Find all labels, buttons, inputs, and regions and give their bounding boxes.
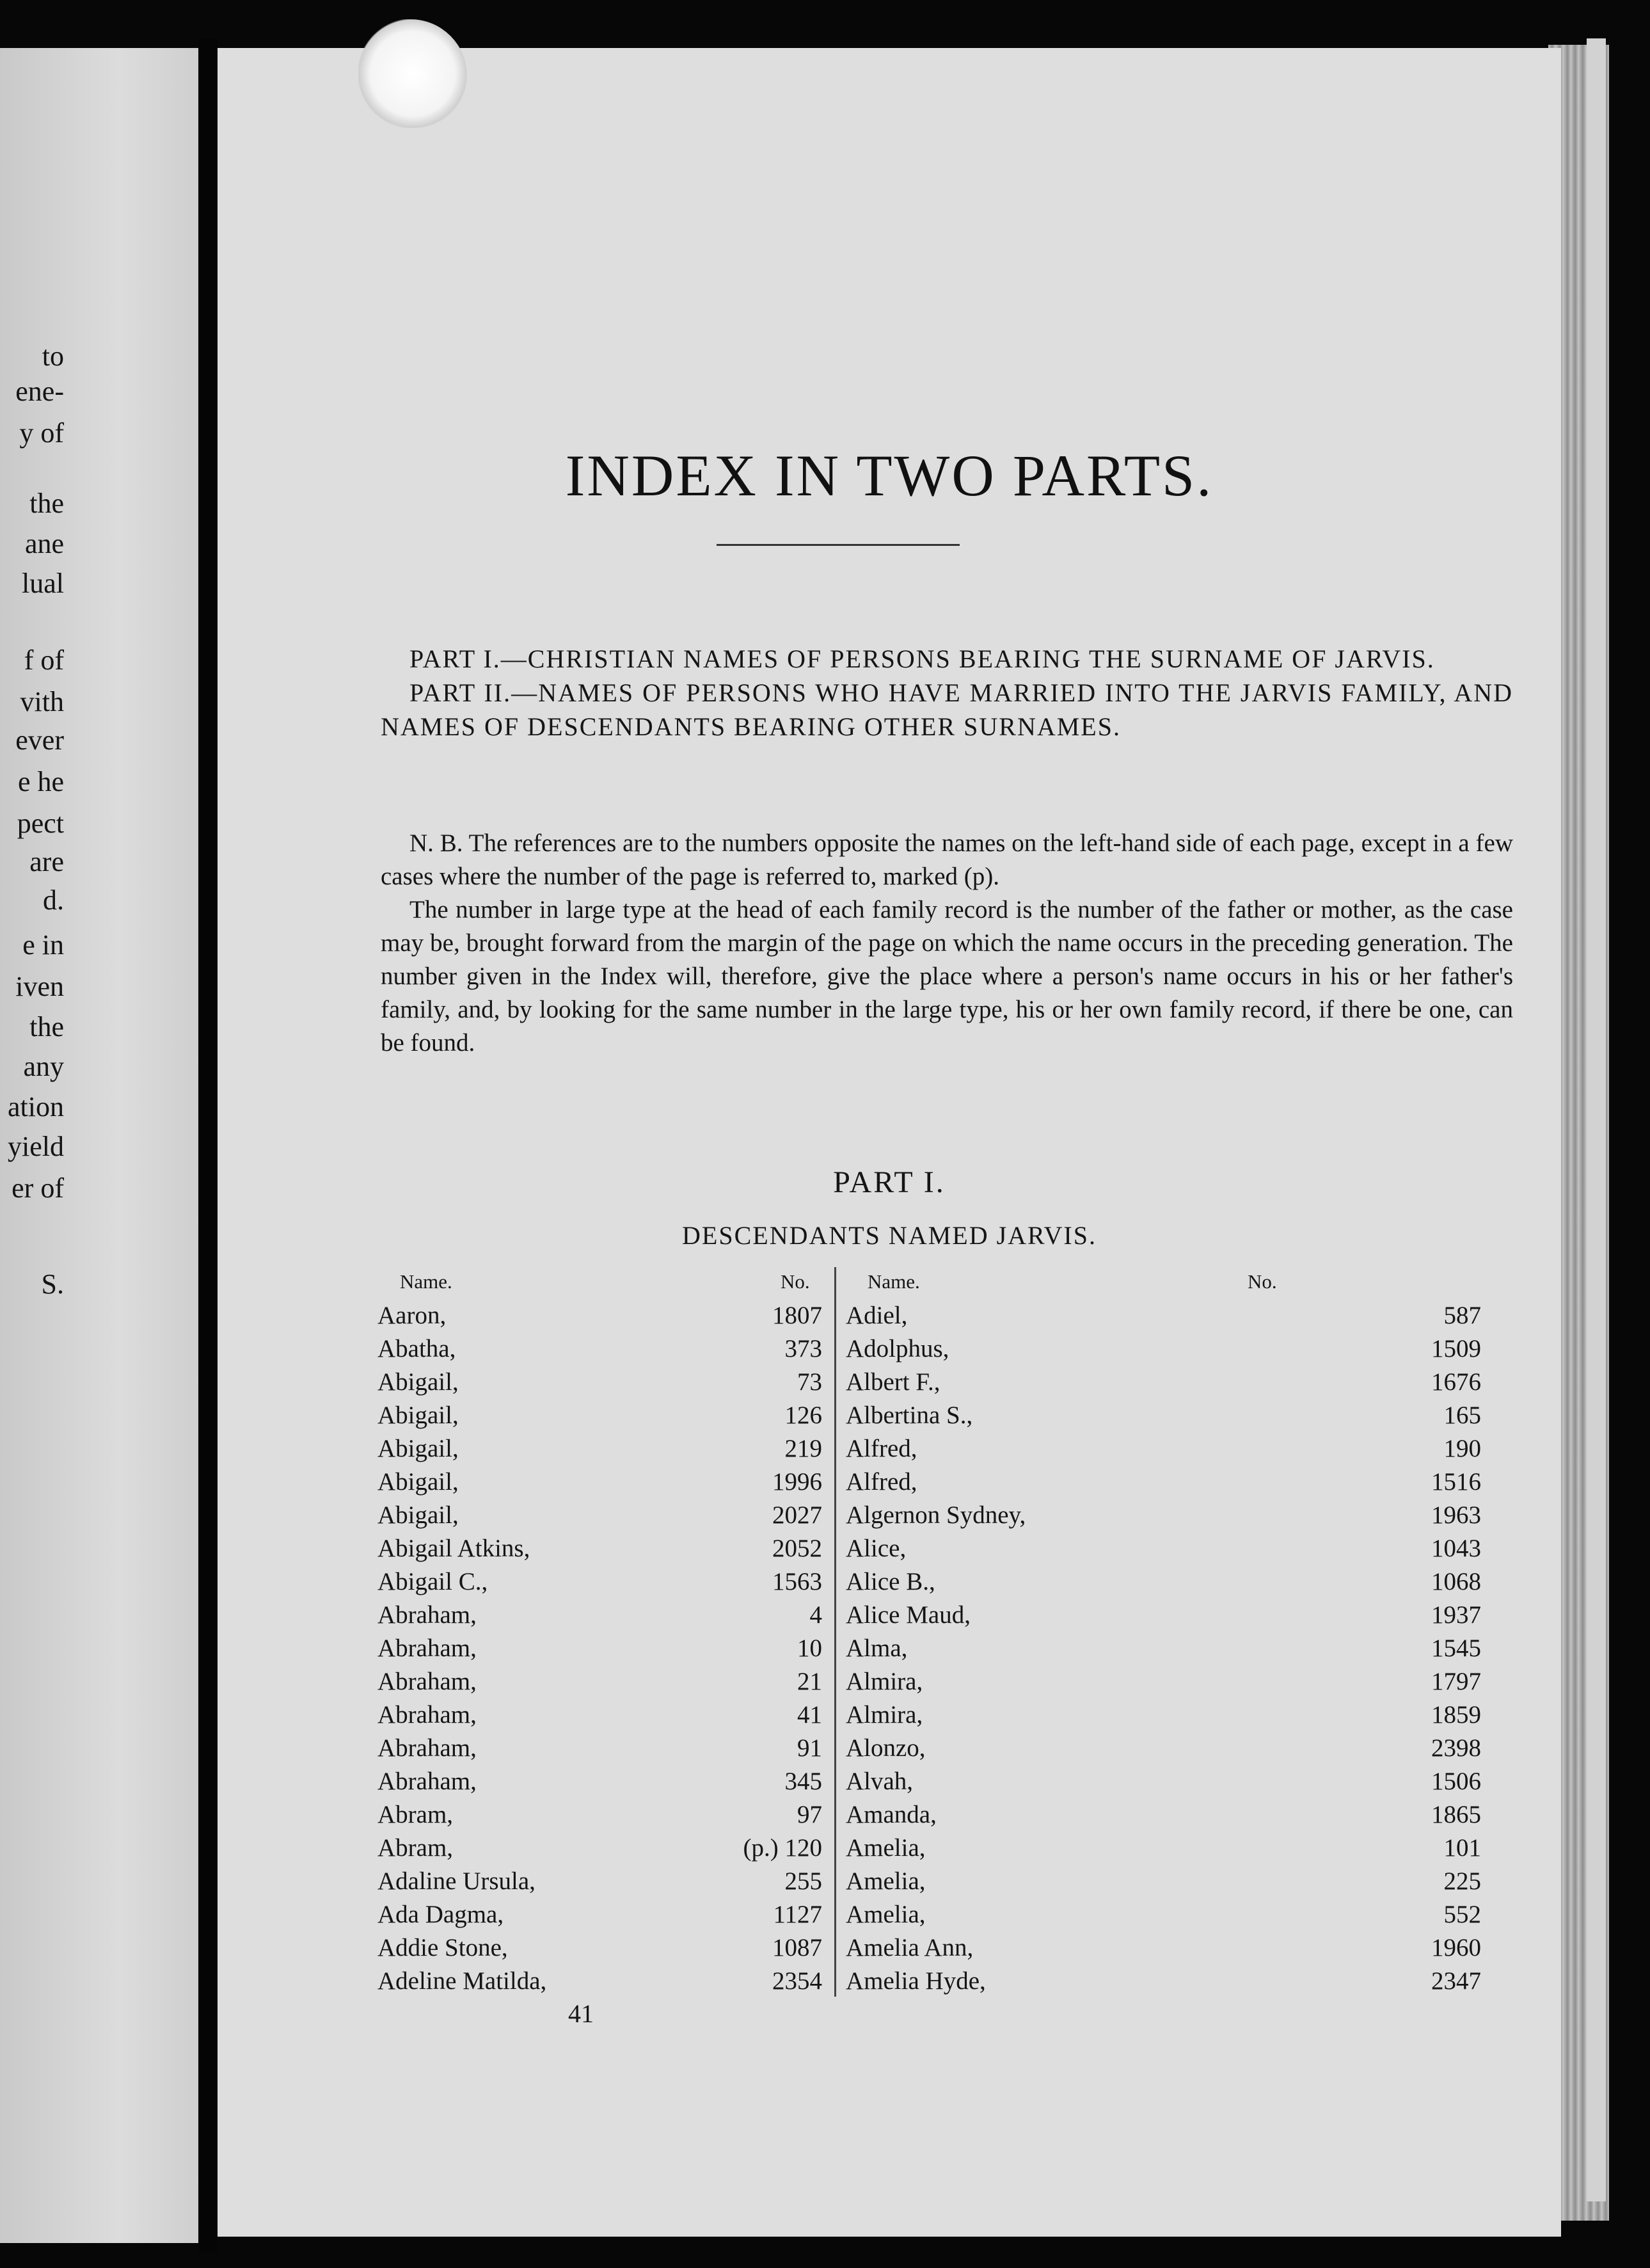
paper-blot <box>358 19 467 128</box>
entry-name: Alice Maud, <box>846 1601 971 1629</box>
index-entry <box>218 1599 1561 1632</box>
index-entry <box>218 1965 1561 1998</box>
entry-name: Abigail, <box>377 1368 459 1396</box>
entry-number: 1963 <box>1431 1501 1481 1529</box>
entry-name: Abraham, <box>377 1768 477 1795</box>
entry-name: Alonzo, <box>846 1734 926 1762</box>
note-paragraph-explanation: The number in large type at the head of each family record is the number of the father or mother, as the case may be, brought forward from the margin of the page on which the name occurs in the preceding generation. The number given in the Index will, therefore, give the place where a person's name occurs in his or her father's family, and, by looking for the same number in the large type, his or her own family record, if there be one, can be found. <box>381 896 1513 1057</box>
entry-number: 2052 <box>772 1535 822 1562</box>
facing-page-fragment: lual <box>22 568 64 599</box>
entry-name: Adaline Ursula, <box>377 1867 535 1895</box>
part-one-description: PART I.—CHRISTIAN NAMES OF PERSONS BEARING THE SURNAME OF JARVIS. <box>409 644 1435 673</box>
entry-name: Alice, <box>846 1535 907 1562</box>
index-entry <box>218 1798 1561 1832</box>
entry-number: 1676 <box>1431 1368 1481 1396</box>
entry-name: Abraham, <box>377 1701 477 1729</box>
entry-number: 373 <box>784 1335 822 1362</box>
facing-page-fragment: the <box>29 1011 64 1042</box>
entry-name: Amelia, <box>846 1867 926 1895</box>
entry-number: 21 <box>797 1668 822 1695</box>
index-entry <box>218 1465 1561 1499</box>
index-entry <box>218 1399 1561 1432</box>
entry-name: Alfred, <box>846 1435 917 1462</box>
entry-number: 1865 <box>1431 1801 1481 1828</box>
entry-number: 73 <box>797 1368 822 1396</box>
entry-name: Abraham, <box>377 1634 477 1662</box>
index-entry <box>218 1865 1561 1898</box>
entry-number: 2347 <box>1431 1967 1481 1995</box>
entry-number: 552 <box>1443 1901 1481 1928</box>
left-name-header: Name. <box>400 1270 452 1293</box>
index-entry <box>218 1332 1561 1366</box>
facing-page-fragment: e in <box>22 929 64 961</box>
part-heading: PART I. <box>833 1165 946 1199</box>
entry-name: Alfred, <box>846 1468 917 1496</box>
entry-name: Albert F., <box>846 1368 940 1396</box>
left-no-header: No. <box>781 1270 810 1293</box>
facing-page-fragment: d. <box>43 884 64 916</box>
entry-name: Algernon Sydney, <box>846 1501 1026 1529</box>
entry-name: Abraham, <box>377 1668 477 1695</box>
entry-name: Adolphus, <box>846 1335 949 1362</box>
index-entry <box>218 1299 1561 1332</box>
entry-number: (p.) 120 <box>743 1834 822 1862</box>
index-entry <box>218 1931 1561 1965</box>
entry-name: Aaron, <box>377 1302 447 1329</box>
index-entry <box>218 1632 1561 1665</box>
index-entry <box>218 1732 1561 1765</box>
entry-number: 101 <box>1443 1834 1481 1862</box>
entry-name: Amanda, <box>846 1801 937 1828</box>
index-left-column <box>218 48 1561 2237</box>
entry-name: Amelia, <box>846 1834 926 1862</box>
entry-number: 91 <box>797 1734 822 1762</box>
entry-name: Abram, <box>377 1801 454 1828</box>
facing-page-fragment: f of <box>24 644 64 676</box>
entry-name: Abatha, <box>377 1335 456 1362</box>
entry-number: 1127 <box>773 1901 822 1928</box>
index-entry <box>218 1832 1561 1865</box>
facing-page-fragment: are <box>29 846 64 877</box>
entry-name: Abigail Atkins, <box>377 1535 530 1562</box>
entry-number: 1509 <box>1431 1335 1481 1362</box>
index-entry <box>218 1366 1561 1399</box>
facing-page-fragment: ene- <box>15 376 64 407</box>
title-rule <box>717 544 960 546</box>
entry-number: 1996 <box>772 1468 822 1496</box>
entry-name: Alvah, <box>846 1768 914 1795</box>
index-entry <box>218 1665 1561 1698</box>
entry-number: 126 <box>784 1402 822 1429</box>
entry-number: 345 <box>784 1768 822 1795</box>
index-entry <box>218 1832 1561 1865</box>
facing-page-fragment: S. <box>41 1268 64 1300</box>
entry-number: 190 <box>1443 1435 1481 1462</box>
entry-number: 2398 <box>1431 1734 1481 1762</box>
index-entry <box>218 1798 1561 1832</box>
index-entry <box>218 1765 1561 1798</box>
index-entry <box>218 1599 1561 1632</box>
facing-page-fragment: er of <box>12 1172 64 1204</box>
page-edge-highlight <box>1587 38 1606 2201</box>
index-entry <box>218 1499 1561 1532</box>
entry-name: Amelia, <box>846 1901 926 1928</box>
facing-page-fragment: any <box>23 1051 64 1082</box>
column-divider <box>834 1267 836 1997</box>
facing-page-fragment: y of <box>19 417 64 449</box>
entry-name: Abraham, <box>377 1601 477 1629</box>
note-paragraph-nb: N. B. The references are to the numbers opposite the names on the left-hand side of each page, except in a few cases where the number of the page is referred to, marked (p). <box>381 829 1513 890</box>
index-entry <box>218 1465 1561 1499</box>
index-entry <box>218 1665 1561 1698</box>
entry-number: 1960 <box>1431 1934 1481 1961</box>
entry-name: Ada Dagma, <box>377 1901 504 1928</box>
index-entry <box>218 1565 1561 1599</box>
index-entry <box>218 1332 1561 1366</box>
facing-page-fragment: pect <box>17 808 64 839</box>
entry-number: 587 <box>1443 1302 1481 1329</box>
entry-name: Alice B., <box>846 1568 935 1595</box>
entry-name: Abigail, <box>377 1501 459 1529</box>
index-entry <box>218 1532 1561 1565</box>
entry-name: Abigail C., <box>377 1568 488 1595</box>
entry-number: 2027 <box>772 1501 822 1529</box>
index-entry <box>218 1432 1561 1465</box>
facing-page <box>0 48 198 2243</box>
entry-number: 255 <box>784 1867 822 1895</box>
entry-name: Adiel, <box>846 1302 908 1329</box>
entry-name: Alma, <box>846 1634 908 1662</box>
index-entry <box>218 1931 1561 1965</box>
entry-name: Almira, <box>846 1668 923 1695</box>
entry-name: Adeline Matilda, <box>377 1967 547 1995</box>
entry-number: 10 <box>797 1634 822 1662</box>
entry-name: Albertina S., <box>846 1402 973 1429</box>
index-entry <box>218 1565 1561 1599</box>
entry-name: Addie Stone, <box>377 1934 508 1961</box>
index-entry <box>218 1865 1561 1898</box>
facing-page-fragment: to <box>42 340 64 372</box>
page-number: 41 <box>568 1999 594 2028</box>
entry-number: 1797 <box>1431 1668 1481 1695</box>
entry-number: 1087 <box>772 1934 822 1961</box>
section-heading: DESCENDANTS NAMED JARVIS. <box>682 1221 1097 1250</box>
facing-page-fragment: ation <box>8 1091 64 1122</box>
entry-number: 1516 <box>1431 1468 1481 1496</box>
entry-name: Abram, <box>377 1834 454 1862</box>
facing-page-fragment: vith <box>20 686 64 717</box>
index-entry <box>218 1698 1561 1732</box>
index-entry <box>218 1965 1561 1998</box>
entry-number: 41 <box>797 1701 822 1729</box>
facing-page-fragment: yield <box>8 1131 64 1162</box>
entry-number: 219 <box>784 1435 822 1462</box>
parts-description <box>381 642 1513 744</box>
entry-number: 1859 <box>1431 1701 1481 1729</box>
entry-number: 2354 <box>772 1967 822 1995</box>
entry-name: Abigail, <box>377 1468 459 1496</box>
entry-number: 4 <box>809 1601 822 1629</box>
entry-number: 1807 <box>772 1302 822 1329</box>
index-page <box>218 48 1561 2237</box>
entry-name: Almira, <box>846 1701 923 1729</box>
facing-page-fragment: ever <box>15 724 64 756</box>
entry-number: 1545 <box>1431 1634 1481 1662</box>
index-entry <box>218 1366 1561 1399</box>
book-gutter <box>198 38 218 2253</box>
facing-page-fragment: ane <box>24 528 64 559</box>
index-entry <box>218 1499 1561 1532</box>
index-entry <box>218 1765 1561 1798</box>
entry-number: 165 <box>1443 1402 1481 1429</box>
entry-name: Amelia Ann, <box>846 1934 974 1961</box>
facing-page-fragment: the <box>29 488 64 519</box>
index-entry <box>218 1532 1561 1565</box>
entry-number: 1563 <box>772 1568 822 1595</box>
entry-name: Abigail, <box>377 1402 459 1429</box>
index-entry <box>218 1698 1561 1732</box>
index-entry <box>218 1898 1561 1931</box>
entry-name: Amelia Hyde, <box>846 1967 986 1995</box>
facing-page-fragment: iven <box>15 971 64 1002</box>
entry-number: 97 <box>797 1801 822 1828</box>
page-title: INDEX IN TWO PARTS. <box>565 443 1214 508</box>
right-no-header: No. <box>1248 1270 1277 1293</box>
index-entry <box>218 1432 1561 1465</box>
right-name-header: Name. <box>868 1270 920 1293</box>
entry-number: 1068 <box>1431 1568 1481 1595</box>
index-entry <box>218 1898 1561 1931</box>
facing-page-fragment: e he <box>17 766 64 797</box>
note-block <box>381 827 1513 1060</box>
index-entry <box>218 1299 1561 1332</box>
entry-number: 1937 <box>1431 1601 1481 1629</box>
entry-name: Abigail, <box>377 1435 459 1462</box>
index-entry <box>218 1399 1561 1432</box>
index-entry <box>218 1732 1561 1765</box>
entry-name: Abraham, <box>377 1734 477 1762</box>
part-two-description: PART II.—NAMES OF PERSONS WHO HAVE MARRIED INTO THE JARVIS FAMILY, AND NAMES OF DESCENDANTS BEARING OTHER SURNAMES. <box>381 678 1513 741</box>
index-right-column <box>218 48 1561 2237</box>
entry-number: 1043 <box>1431 1535 1481 1562</box>
index-entry <box>218 1632 1561 1665</box>
entry-number: 1506 <box>1431 1768 1481 1795</box>
entry-number: 225 <box>1443 1867 1481 1895</box>
